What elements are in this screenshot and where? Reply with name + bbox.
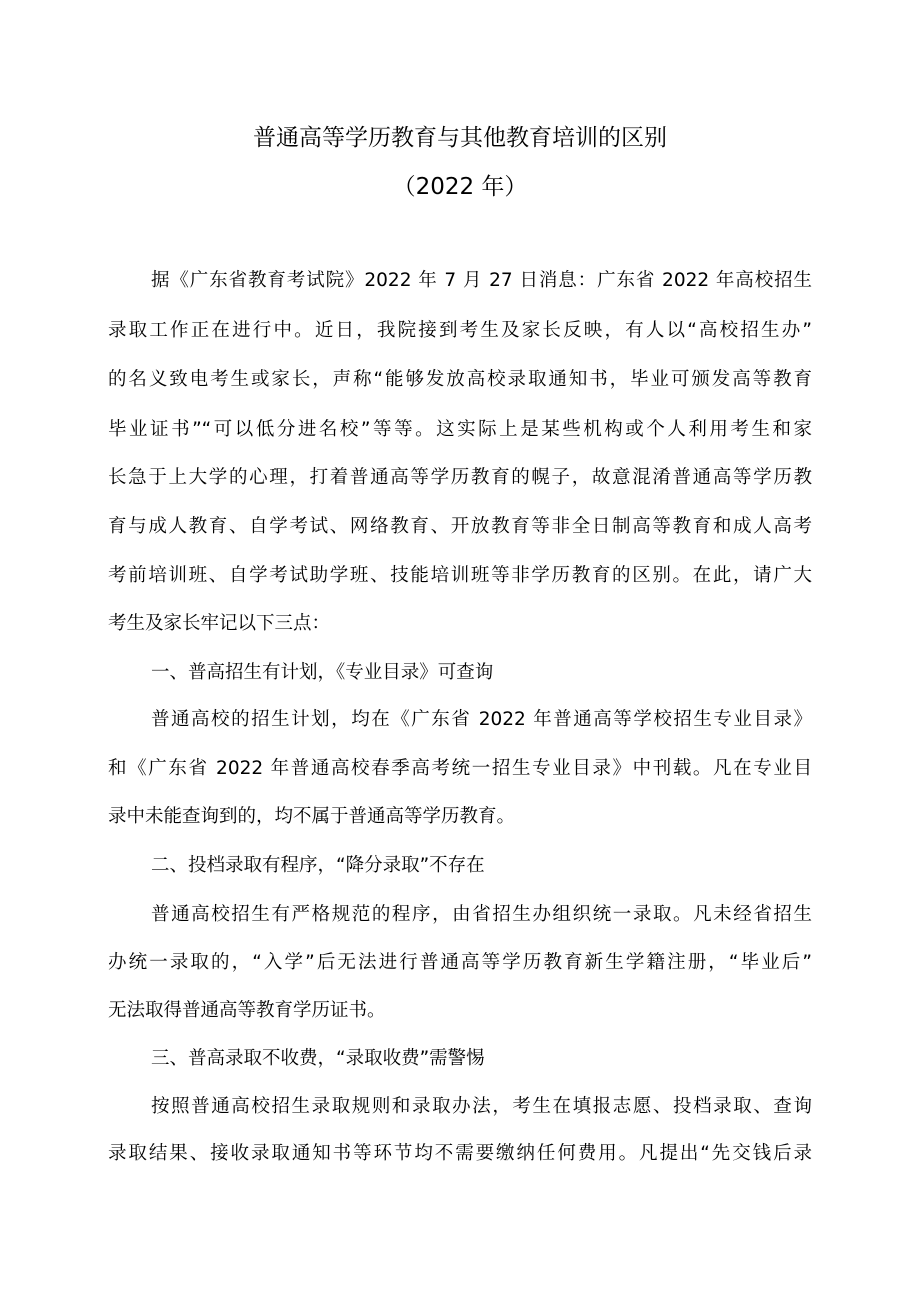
paragraph-line: 长急于上大学的心理，打着普通高等学历教育的幌子，故意混淆普通高等学历教 [108,467,812,488]
section-heading: 三、普高录取不收费，“录取收费”需警惕 [151,1048,485,1069]
paragraph-line: 按照普通高校招生录取规则和录取办法，考生在填报志愿、投档录取、查询 [151,1096,812,1117]
paragraph-line: 普通高校招生有严格规范的程序，由省招生办组织统一录取。凡未经省招生 [151,904,812,925]
paragraph-line: 的名义致电考生或家长，声称“能够发放高校录取通知书，毕业可颁发高等教育 [108,369,812,390]
paragraph-line: 录取结果、接收录取通知书等环节均不需要缴纳任何费用。凡提出“先交钱后录 [108,1143,812,1164]
paragraph-line: 办统一录取的，“入学”后无法进行普通高等学历教育新生学籍注册，“毕业后” [108,952,812,973]
document-subtitle: （2022 年） [392,174,528,200]
paragraph-line: 无法取得普通高等教育学历证书。 [108,1000,386,1021]
paragraph-line: 考前培训班、自学考试助学班、技能培训班等非学历教育的区别。在此，请广大 [108,565,812,586]
paragraph-line: 考生及家长牢记以下三点： [108,613,331,634]
paragraph-line: 毕业证书”“可以低分进名校”等等。这实际上是某些机构或个人利用考生和家 [108,419,812,440]
paragraph-line: 录取工作正在进行中。近日，我院接到考生及家长反映，有人以“高校招生办” [108,320,812,341]
paragraph-line: 和《广东省 2022 年普通高校春季高考统一招生专业目录》中刊载。凡在专业目 [108,758,812,779]
paragraph-line: 据《广东省教育考试院》2022 年 7 月 27 日消息：广东省 2022 年高校招生 [151,270,812,291]
section-heading: 一、普高招生有计划，《专业目录》可查询 [151,662,494,683]
paragraph-line: 录中未能查询到的，均不属于普通高等学历教育。 [108,806,516,827]
document-title: 普通高等学历教育与其他教育培训的区别 [253,125,667,151]
paragraph-line: 育与成人教育、自学考试、网络教育、开放教育等非全日制高等教育和成人高考 [108,516,812,537]
section-heading: 二、投档录取有程序，“降分录取”不存在 [151,855,485,876]
paragraph-line: 普通高校的招生计划，均在《广东省 2022 年普通高等学校招生专业目录》 [151,709,812,730]
